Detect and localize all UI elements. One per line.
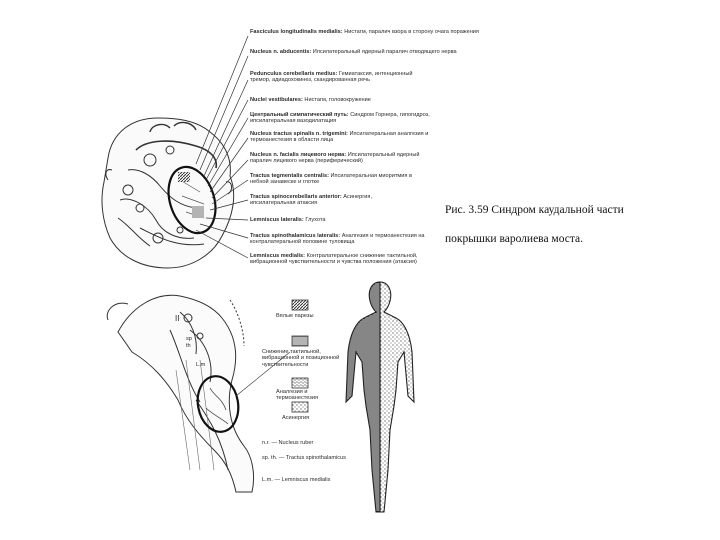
mark-ii: II xyxy=(175,314,180,323)
mark-sp: sp xyxy=(186,336,192,342)
label-lemniscus-medialis: Lemniscus medialis: Контралатеральное снижение тактильной, вибрационной чувствительности и чувства положения (атаксия) xyxy=(250,253,418,266)
legend-text-sensory: Снижение тактильной, вибрационной и позиционной чувствительности xyxy=(262,349,340,368)
label-tractus-tegmentalis: Tractus tegmentalis centralis: Ипсилатеральная миоритмия в небной занавеске и глотке xyxy=(250,173,412,186)
pons-cross-section xyxy=(102,118,234,268)
label-tractus-spinocerebellaris: Tractus spinocerebellaris anterior: Асинергия, ипсилатеральная атаксия xyxy=(250,194,372,207)
body-figure xyxy=(346,282,414,512)
label-tractus-spinothalamicus: Tractus spinothalamicus lateralis: Аналгезия и термоанестезия на контралатеральной половине туловища xyxy=(250,233,425,246)
label-pedunculus-cerebellaris: Pedunculus cerebellaris medius: Гемиатаксия, интенционный тремор, адиадохокинез, скандированная речь xyxy=(250,71,413,84)
figure-caption-line-2: покрышки варолиева моста. xyxy=(445,233,583,245)
label-nucleus-trigemini: Nucleus tractus spinalis n. trigemini: Ипсилатеральная аналгезия и термоанестезия в области лица xyxy=(250,131,429,144)
label-nucleus-facialis: Nucleus n. facialis лицевого нерва: Ипсилатеральный ядерный паралич лицевого нерва (периферический) xyxy=(250,152,420,165)
figure-caption-line-1: Рис. 3.59 Синдром каудальной части xyxy=(445,204,624,216)
label-sympathetic-path: Центральный симпатический путь: Синдром Горнера, гипогидроз, ипсилатеральная вазодилатация xyxy=(250,112,430,125)
legend-text-asynergia: Асинергия xyxy=(282,415,310,421)
legend-swatch-paresis xyxy=(292,300,308,310)
label-fasciculus-longitudinalis: Fasciculus longitudinalis medialis: Нистагм, паралич взора в сторону очага поражения xyxy=(250,29,479,35)
legend-swatch-analgesia xyxy=(292,378,308,388)
label-nucleus-abducentis: Nucleus n. abducentis: Ипсилатеральный ядерный паралич отводящего нерва xyxy=(250,49,457,55)
abbr-spth: sp. th. — Tractus spinothalamicus xyxy=(262,455,346,461)
legend-text-paresis: Вялые парезы xyxy=(276,313,314,319)
legend-text-analgesia: Аналгезия и термоанестезия xyxy=(276,389,318,402)
sagittal-section xyxy=(107,295,253,492)
abbr-lm: L.m. — Lemniscus medialis xyxy=(262,477,331,483)
mark-th: th xyxy=(186,343,191,349)
legend-swatch-sensory xyxy=(292,336,308,346)
mark-lm: L.m xyxy=(196,362,206,368)
label-nuclei-vestibulares: Nuclei vestibulares: Нистагм, головокружение xyxy=(250,97,371,103)
abbr-nr: n.r. — Nucleus ruber xyxy=(262,440,314,446)
legend-swatch-asynergia xyxy=(292,402,308,412)
label-lemniscus-lateralis: Lemniscus lateralis: Глухота xyxy=(250,217,326,223)
